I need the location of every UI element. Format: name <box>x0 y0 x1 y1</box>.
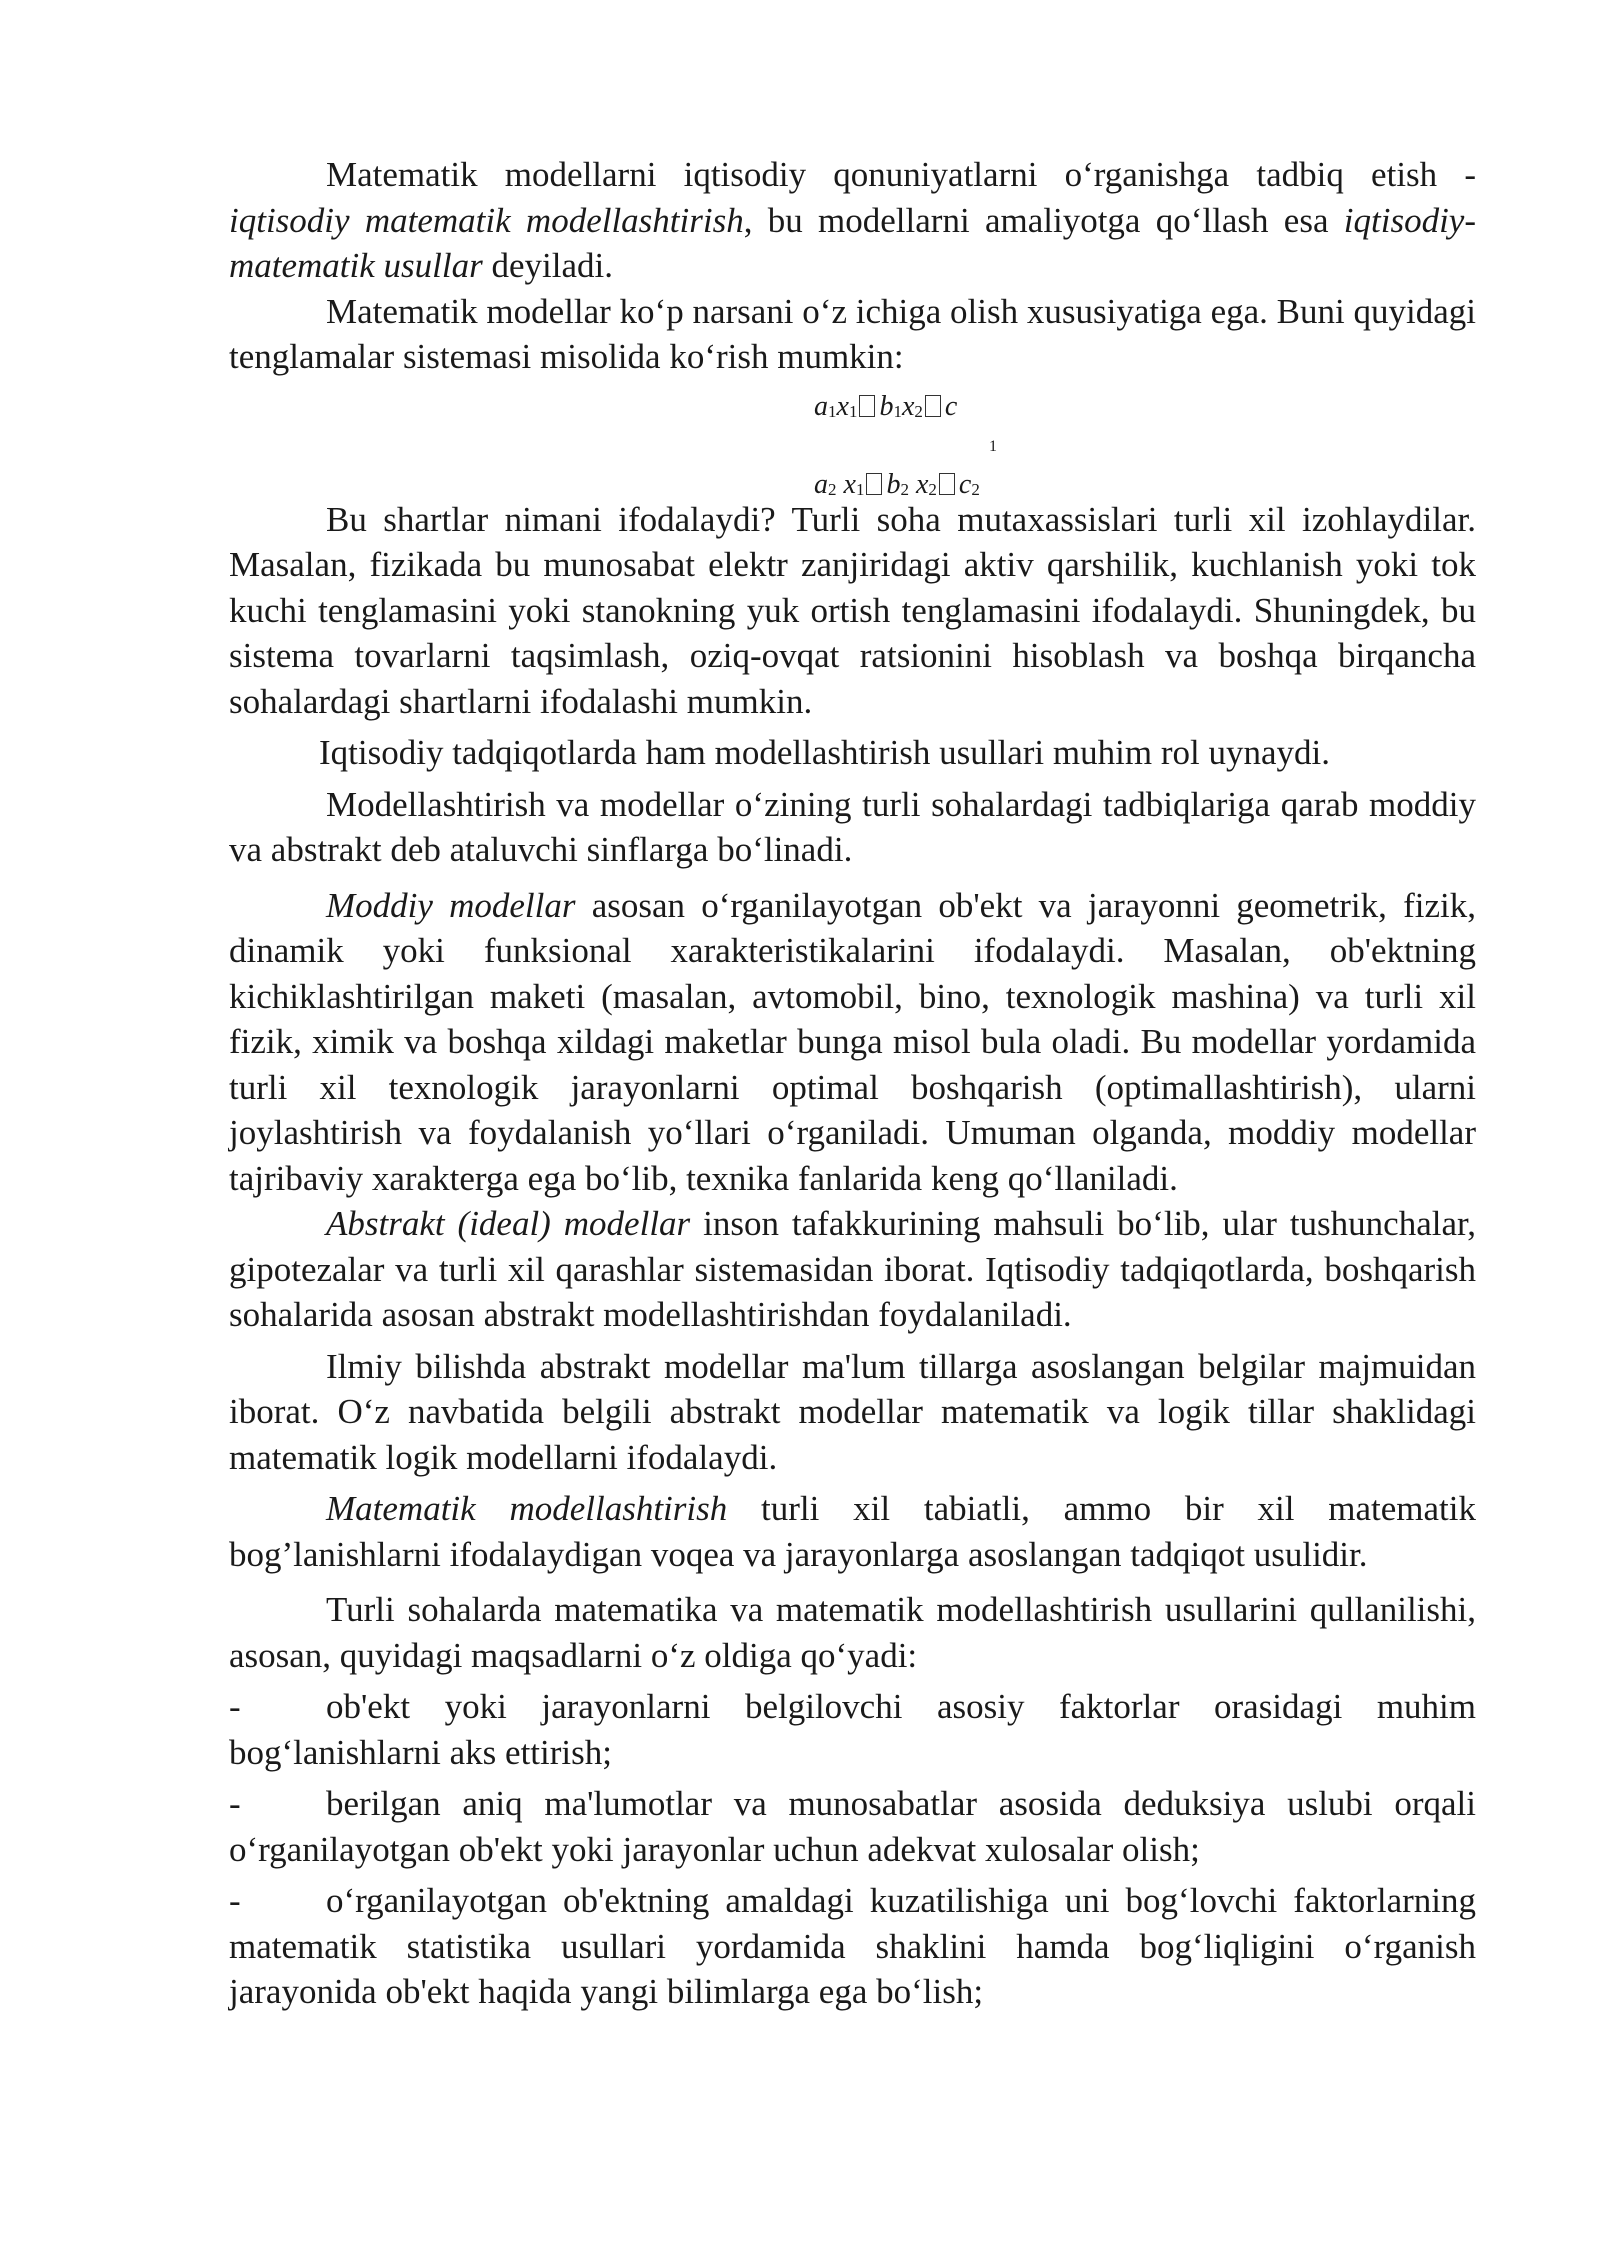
paragraph-material-models <box>229 883 1476 1202</box>
list-dash: - <box>229 1687 241 1726</box>
paragraph-intro <box>229 152 1476 289</box>
paragraph-economic-research: Iqtisodiy tadqiqotlarda ham modellashtirish usullari muhim rol uynaydi. <box>319 733 1330 772</box>
text-run: , bu modellarni amaliyotga qo‘llash esa <box>743 200 1329 240</box>
text-run: Matematik modellarni iqtisodiy qonuniyatlarni o‘rganishga tadbiq etish - <box>326 155 1476 194</box>
italic-term: Abstrakt (ideal) modellar <box>326 1204 691 1243</box>
equation-row-2: $a_2$ $x_1$ $b_2$ $x_2$ $c_2$ <box>814 468 980 500</box>
equation-subscript: 1 <box>989 437 997 455</box>
paragraph-abstract-models <box>229 1201 1476 1338</box>
list-dash: - <box>229 1784 241 1823</box>
text-run: deyiladi. <box>482 246 613 285</box>
missing-glyph-box <box>866 473 882 495</box>
text-run: inson tafakkurining mahsuli bo‘lib, ular tushunchalar, gipotezalar va turli xil qarashlar sistemasidan iborat. Iqtisodiy tadqiqotlarda, boshqarish sohalarida asosan abstrakt modellashtirishdan foydalaniladi. <box>229 1204 1477 1334</box>
list-item <box>229 1878 1476 2015</box>
paragraph-scientific-knowledge: Ilmiy bilishda abstrakt modellar ma'lum tillarga asoslangan belgilar majmuidan iborat. O‘z navbatida belgili abstrakt modellar matematik va logik tillar shaklidagi matematik logik modellarni ifodalaydi. <box>229 1346 1476 1477</box>
paragraph-interpretation: Bu shartlar nimani ifodalaydi? Turli soha mutaxassislari turli xil izohlaydilar. Masalan, fizikada bu munosabat elektr zanjiridagi aktiv qarshilik, kuchlanish yoki tok kuchi tenglamasini yoki stanokning yuk ortish tenglamasini ifodalaydi. Shuningdek, bu sistema tovarlarni taqsimlash, oziq-ovqat ratsionini hisoblash va boshqa birqancha sohalardagi shartlarni ifodalashi mumkin. <box>229 499 1476 721</box>
italic-term: iqtisodiy matematik modellashtirish <box>229 200 744 240</box>
text-run: asosan o‘rganilayotgan ob'ekt va jarayonni geometrik, fizik, dinamik yoki funksional xarakteristikalarini ifodalaydi. Masalan, ob'ektning kichiklashtirilgan maketi (masalan, avtomobil, bino, texnologik mashina) va turli xil fizik, ximik va boshqa xildagi maketlar bunga misol bula oladi. Bu modellar yordamida turli xil texnologik jarayonlarni optimal boshqarish (optimallashtirish), ularni joylashtirish va foydalanish yo‘llari o‘rganiladi. Umuman olganda, moddiy modellar tajribaviy xarakterga ega bo‘lib, texnika fanlarida keng qo‘llaniladi. <box>229 885 1476 1198</box>
list-item-text: berilgan aniq ma'lumotlar va munosabatlar asosida deduksiya uslubi orqali o‘rganilayotgan ob'ekt yoki jarayonlar uchun adekvat xulosalar olish; <box>229 1784 1476 1869</box>
list-dash: - <box>229 1881 241 1920</box>
italic-term: iqtisodiy-matematik usullar <box>229 200 1476 285</box>
document-body <box>229 152 1476 2015</box>
paragraph-goals-intro: Turli sohalarda matematika va matematik modellashtirish usullarini qullanilishi, asosan, quyidagi maqsadlarni o‘z oldiga qo‘yadi: <box>229 1590 1476 1675</box>
missing-glyph-box <box>925 395 941 417</box>
list-item <box>229 1684 1476 1775</box>
paragraph-system-intro: Matematik modellar ko‘p narsani o‘z ichiga olish xususiyatiga ega. Buni quyidagi tenglamalar sistemasi misolida ko‘rish mumkin: <box>229 291 1476 376</box>
list-item-text: o‘rganilayotgan ob'ektning amaldagi kuzatilishiga uni bog‘lovchi faktorlarning matematik statistika usullari yordamida shaklini hamda bog‘liqligini o‘rganish jarayonida ob'ekt haqida yangi bilimlarga ega bo‘lish; <box>229 1881 1476 2011</box>
italic-term: Matematik modellashtirish <box>326 1489 728 1528</box>
text-run: turli xil tabiatli, ammo bir xil matematik bog’lanishlarni ifodalaydigan voqea va jarayonlarga asoslangan tadqiqot usulidir. <box>229 1489 1476 1574</box>
missing-glyph-box <box>939 473 955 495</box>
paragraph-math-modeling <box>229 1486 1476 1577</box>
italic-term: Moddiy modellar <box>326 885 576 925</box>
equation-row-1: $a_1x_1$ $b_1x_2$ c <box>814 390 958 422</box>
missing-glyph-box <box>859 395 875 417</box>
paragraph-model-classes: Modellashtirish va modellar o‘zining turli sohalardagi tadbiqlariga qarab moddiy va abstrakt deb ataluvchi sinflarga bo‘linadi. <box>229 784 1476 869</box>
equation-system <box>229 384 1476 519</box>
list-item-text: ob'ekt yoki jarayonlarni belgilovchi asosiy faktorlar orasidagi muhim bog‘lanishlarni aks ettirish; <box>229 1687 1476 1772</box>
list-item <box>229 1781 1476 1872</box>
